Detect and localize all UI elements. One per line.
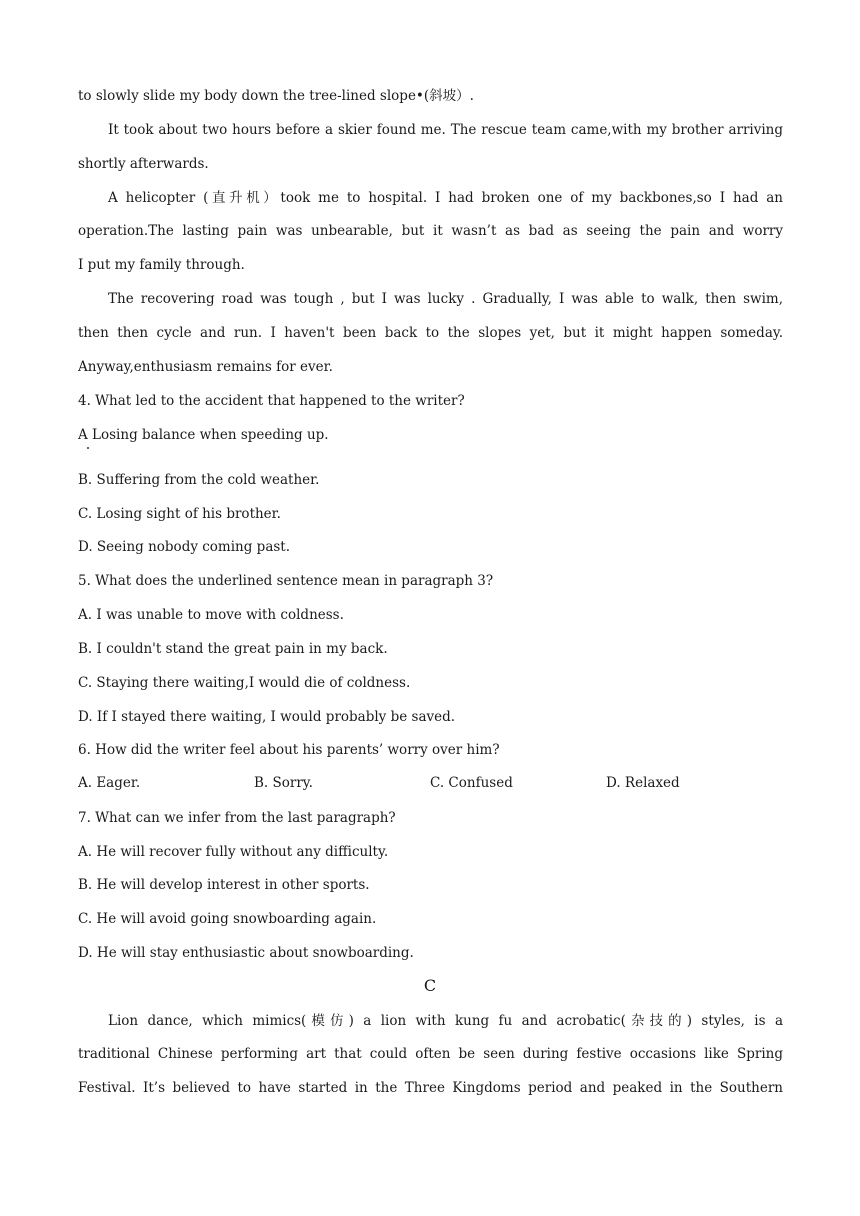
paragraph-line: A helicopter (直升机）took me to hospital. I had broken one of my backbones,so I had an	[108, 190, 783, 206]
stray-mark	[87, 447, 89, 449]
paragraph-line: traditional Chinese performing art that could often be seen during festive occasions like Spring	[78, 1046, 783, 1062]
answer-option: C. Staying there waiting,I would die of coldness.	[78, 675, 411, 691]
paragraph-line: Anyway,enthusiasm remains for ever.	[78, 359, 333, 375]
answer-option: A. Eager.	[78, 775, 141, 791]
answer-option: B. I couldn't stand the great pain in my back.	[78, 641, 388, 657]
question-stem: 7. What can we infer from the last paragraph?	[78, 810, 396, 826]
paragraph-line: Lion dance, which mimics(模仿) a lion with kung fu and acrobatic(杂技的) styles, is a	[108, 1013, 783, 1029]
question-stem: 4. What led to the accident that happened to the writer?	[78, 393, 465, 409]
answer-option: B. Sorry.	[254, 775, 313, 791]
paragraph-line: The recovering road was tough , but I was lucky . Gradually, I was able to walk, then swim,	[108, 291, 783, 307]
question-stem: 6. How did the writer feel about his parents’ worry over him?	[78, 742, 500, 758]
answer-option: A. I was unable to move with coldness.	[78, 607, 344, 623]
paragraph-line: to slowly slide my body down the tree-lined slope•(斜坡）.	[78, 88, 474, 104]
answer-option: B. He will develop interest in other sports.	[78, 877, 370, 893]
answer-option: D. He will stay enthusiastic about snowboarding.	[78, 945, 414, 961]
paragraph-line: Festival. It’s believed to have started in the Three Kingdoms period and peaked in the Southern	[78, 1080, 783, 1096]
answer-option: B. Suffering from the cold weather.	[78, 472, 320, 488]
answer-option: D. Relaxed	[606, 775, 680, 791]
answer-option: D. If I stayed there waiting, I would probably be saved.	[78, 709, 456, 725]
paragraph-line: shortly afterwards.	[78, 156, 209, 172]
paragraph-line: It took about two hours before a skier found me. The rescue team came,with my brother arriving	[108, 122, 783, 138]
question-stem: 5. What does the underlined sentence mean in paragraph 3?	[78, 573, 494, 589]
answer-option: A Losing balance when speeding up.	[78, 427, 329, 443]
answer-option: A. He will recover fully without any difficulty.	[78, 844, 389, 860]
paragraph-line: operation.The lasting pain was unbearable, but it wasn’t as bad as seeing the pain and worry	[78, 223, 783, 239]
answer-option: C. Confused	[430, 775, 513, 791]
paragraph-line: then then cycle and run. I haven't been back to the slopes yet, but it might happen someday.	[78, 325, 783, 341]
answer-option: C. He will avoid going snowboarding again.	[78, 911, 377, 927]
paragraph-line: I put my family through.	[78, 257, 245, 273]
section-heading: C	[423, 976, 437, 995]
answer-option: D. Seeing nobody coming past.	[78, 539, 291, 555]
answer-option: C. Losing sight of his brother.	[78, 506, 281, 522]
